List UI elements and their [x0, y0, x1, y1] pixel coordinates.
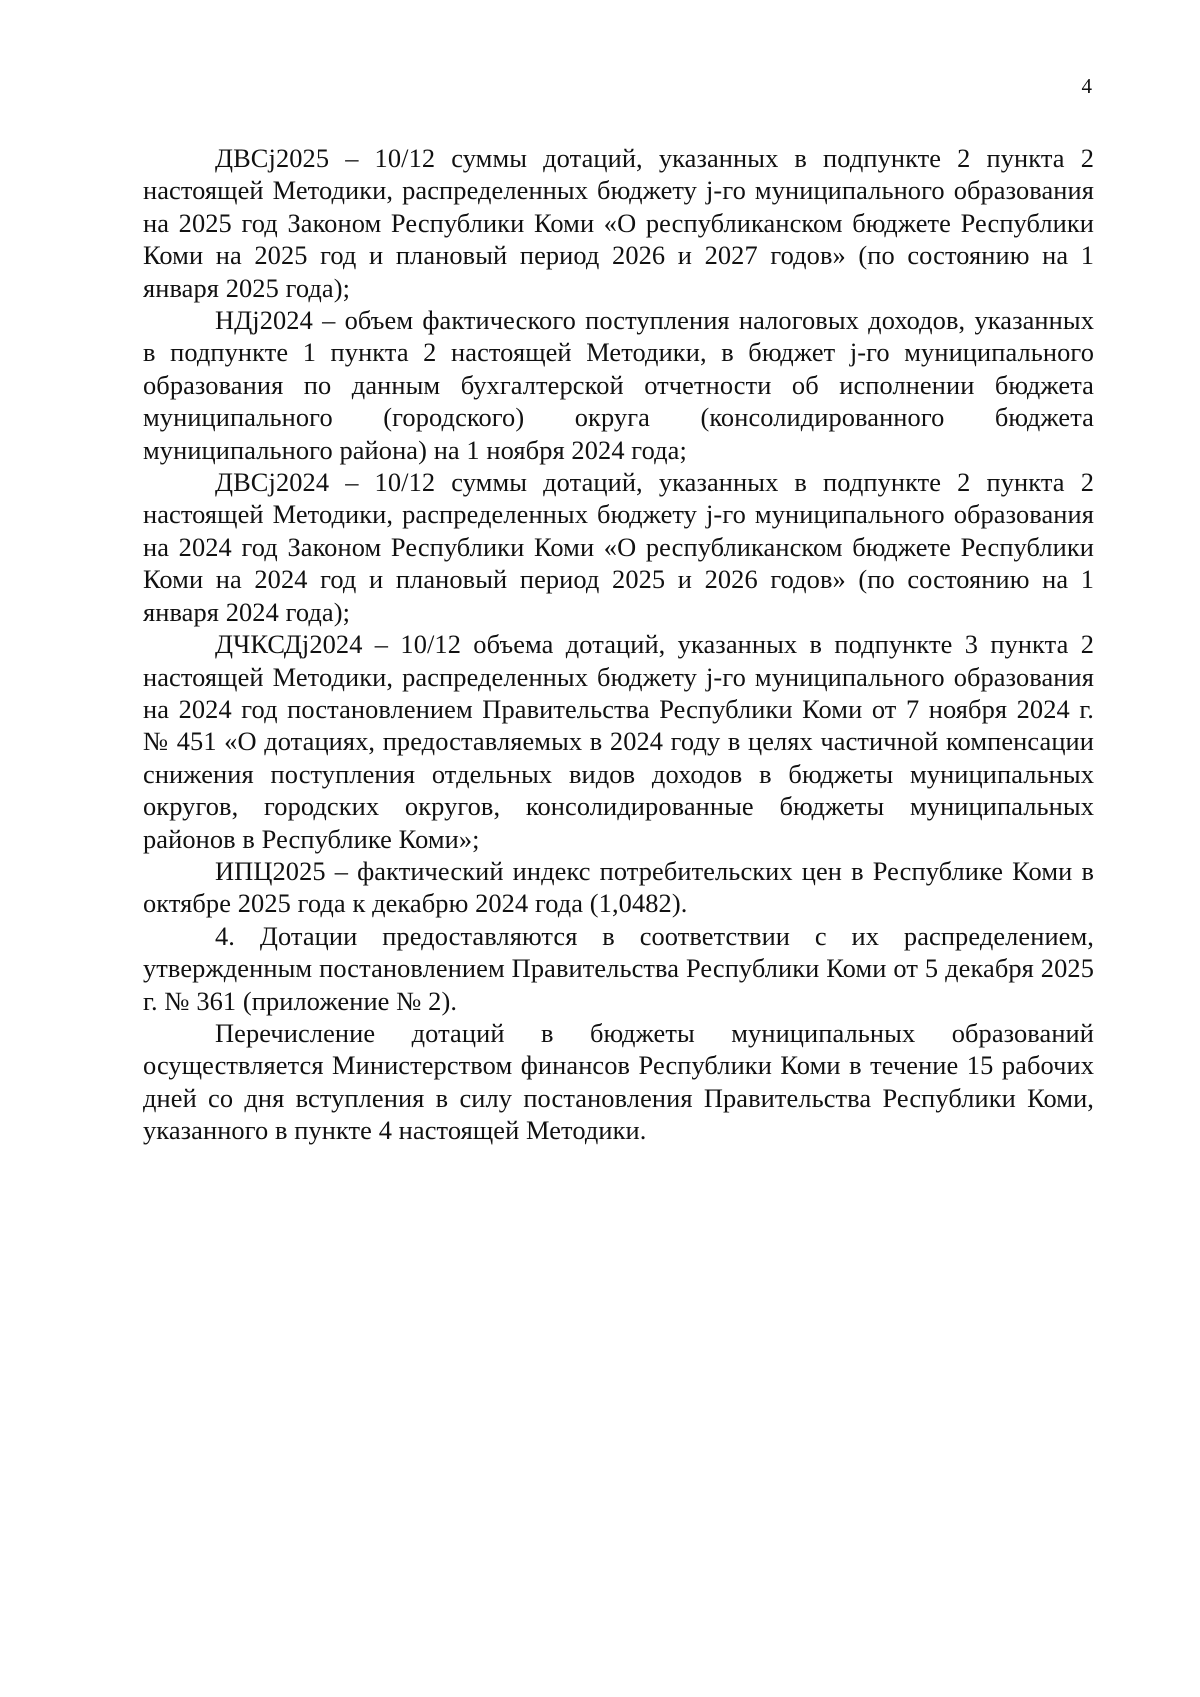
paragraph-dvs-2025: ДВСj2025 – 10/12 суммы дотаций, указанных в подпункте 2 пункта 2 настоящей Методики, распределенных бюджету j-го муниципального образования на 2025 год Законом Республики Коми «О республиканском бюджете Республики Коми на 2025 год и плановый период 2026 и 2027 годов» (по состоянию на 1 января 2025 года); — [143, 143, 1094, 303]
paragraph-ipc-2025: ИПЦ2025 – фактический индекс потребительских цен в Республике Коми в октябре 2025 года к декабрю 2024 года (1,0482). — [143, 855, 1094, 919]
paragraph-dvs-2024: ДВСj2024 – 10/12 суммы дотаций, указанных в подпункте 2 пункта 2 настоящей Методики, распределенных бюджету j-го муниципального образования на 2024 год Законом Республики Коми «О республиканском бюджете Республики Коми на 2024 год и плановый период 2025 и 2026 годов» (по состоянию на 1 января 2024 года); — [143, 467, 1094, 627]
paragraph-dchksd-2024: ДЧКСДj2024 – 10/12 объема дотаций, указанных в подпункте 3 пункта 2 настоящей Методики, распределенных бюджету j-го муниципального образования на 2024 год постановлением Правительства Республики Коми от 7 ноября 2024 г. № 451 «О дотациях, предоставляемых в 2024 году в целях частичной компенсации снижения поступления отдельных видов доходов в бюджеты муниципальных округов, городских округов, консолидированные бюджеты муниципальных районов в Республике Коми»; — [143, 629, 1094, 854]
paragraph-item-4: 4. Дотации предоставляются в соответствии с их распределением, утвержденным постановлением Правительства Республики Коми от 5 декабря 2025 г. № 361 (приложение № 2). — [143, 920, 1094, 1016]
document-body — [143, 142, 1094, 1147]
paragraph-transfer: Перечисление дотаций в бюджеты муниципальных образований осуществляется Министерством финансов Республики Коми в течение 15 рабочих дней со дня вступления в силу постановления Правительства Республики Коми, указанного в пункте 4 настоящей Методики. — [143, 1017, 1094, 1146]
page-number: 4 — [1081, 74, 1092, 98]
paragraph-nd-2024: НДj2024 – объем фактического поступления налоговых доходов, указанных в подпункте 1 пункта 2 настоящей Методики, в бюджет j-го муниципального образования по данным бухгалтерской отчетности об исполнении бюджета муниципального (городского) округа (консолидированного бюджета муниципального района) на 1 ноября 2024 года; — [143, 305, 1094, 465]
